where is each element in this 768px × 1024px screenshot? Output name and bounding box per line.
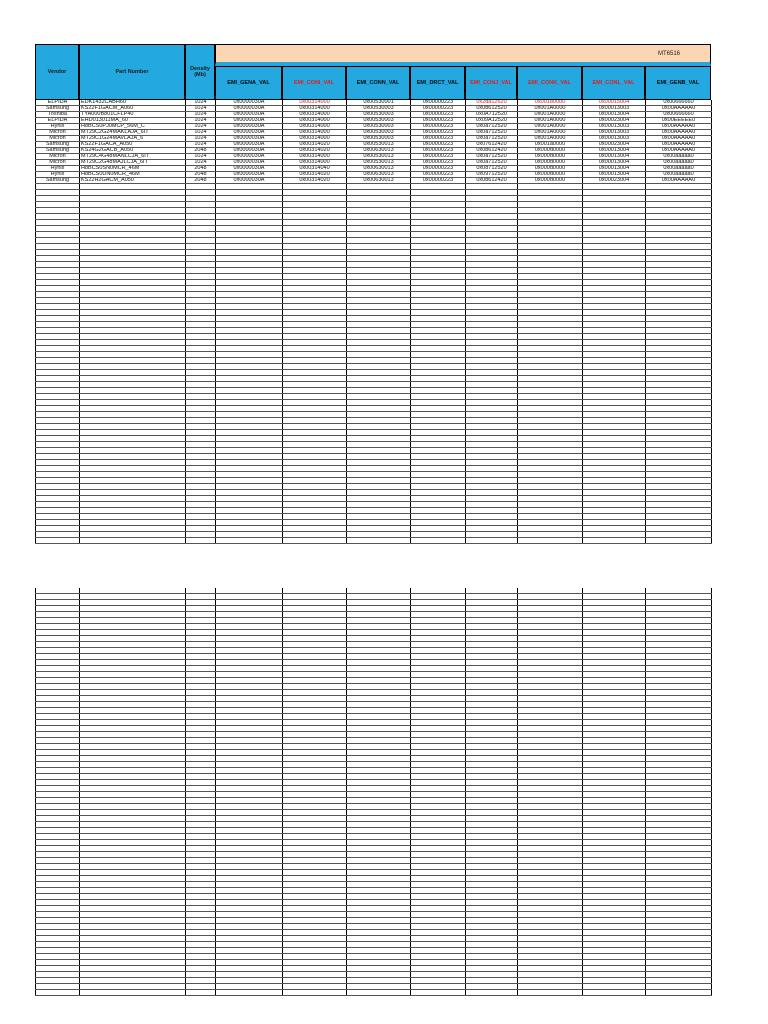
column-header-emi-coni-val bbox=[282, 66, 346, 100]
cell-part: MT29C1G24MAVLAJA_6 bbox=[80, 136, 186, 142]
column-header-label: EMI_GENA_VAL bbox=[227, 80, 270, 86]
vendor-column-header bbox=[35, 44, 79, 100]
cell-conj: 0x0a712520 bbox=[466, 154, 518, 160]
cell-conn: 0x00530003 bbox=[347, 130, 411, 136]
cell-gena: 0x0000030A bbox=[216, 118, 283, 124]
cell-conj: 0x0b612520 bbox=[466, 106, 518, 112]
part-number-header-label: Part Number bbox=[115, 69, 149, 75]
cell-gena: 0x0000030A bbox=[216, 160, 283, 166]
cell-conj: 0x09712520 bbox=[466, 172, 518, 178]
cell-gena: 0x0000030A bbox=[216, 100, 283, 106]
cell-density: 1024 bbox=[186, 106, 216, 112]
cell-drct: 0x00000223 bbox=[411, 106, 466, 112]
cell-vendor: Hynix bbox=[36, 124, 80, 130]
table-row bbox=[36, 136, 712, 142]
cell-conl: 0x00013004 bbox=[583, 148, 646, 154]
cell-conk: 0x001A0000 bbox=[518, 136, 583, 142]
cell-part: KS22F1GACA_A050 bbox=[80, 142, 186, 148]
cell-genb: 0x00aaaaa0 bbox=[646, 154, 712, 160]
empty-cell bbox=[80, 990, 186, 996]
empty-cell bbox=[36, 990, 80, 996]
cell-conl: 0x00023004 bbox=[583, 178, 646, 184]
empty-cell bbox=[583, 538, 646, 544]
cell-gena: 0x0000030A bbox=[216, 136, 283, 142]
empty-cell bbox=[518, 990, 583, 996]
cell-density: 1024 bbox=[186, 100, 216, 106]
cell-drct: 0x00000223 bbox=[411, 112, 466, 118]
cell-gena: 0x0000030A bbox=[216, 178, 283, 184]
cell-genb: 0x00aaaaa0 bbox=[646, 160, 712, 166]
column-header-label: EMI_DRCT_VAL bbox=[416, 80, 459, 86]
cell-part: H8BCS0SN0MCR_46M bbox=[80, 166, 186, 172]
cell-drct: 0x00000223 bbox=[411, 142, 466, 148]
cell-coni: 0x00314040 bbox=[283, 166, 347, 172]
cell-coni: 0x00314000 bbox=[283, 136, 347, 142]
empty-cell bbox=[411, 990, 466, 996]
cell-conl: 0x00013004 bbox=[583, 160, 646, 166]
cell-drct: 0x00000223 bbox=[411, 160, 466, 166]
cell-part: EHD013011MA_60 bbox=[80, 118, 186, 124]
density-header-label: Density (Mb) bbox=[190, 66, 210, 78]
cell-coni: 0x00314000 bbox=[283, 106, 347, 112]
cell-coni: 0x00314000 bbox=[283, 112, 347, 118]
cell-gena: 0x0000030A bbox=[216, 106, 283, 112]
cell-conl: 0x00013004 bbox=[583, 112, 646, 118]
cell-drct: 0x00000223 bbox=[411, 178, 466, 184]
empty-cell bbox=[36, 538, 80, 544]
cell-drct: 0x00000223 bbox=[411, 118, 466, 124]
cell-conn: 0x00530003 bbox=[347, 106, 411, 112]
cell-vendor: Micron bbox=[36, 130, 80, 136]
empty-cell bbox=[80, 538, 186, 544]
table-row bbox=[36, 172, 712, 178]
cell-gena: 0x0000030A bbox=[216, 148, 283, 154]
cell-conj: 0x0a712520 bbox=[466, 160, 518, 166]
cell-genb: 0x00666660 bbox=[646, 112, 712, 118]
cell-part: MT29C2G48MAJLCJA_6IT bbox=[80, 160, 186, 166]
table-row bbox=[36, 166, 712, 172]
cell-conl: 0x00013004 bbox=[583, 154, 646, 160]
cell-part: MT29C4G48MANLCJA_6IT bbox=[80, 154, 186, 160]
cell-genb: 0x00aaaaa0 bbox=[646, 166, 712, 172]
empty-cell bbox=[411, 538, 466, 544]
cell-density: 1024 bbox=[186, 160, 216, 166]
cell-part: KS22F1GACM_A060 bbox=[80, 106, 186, 112]
cell-coni: 0x00314000 bbox=[283, 118, 347, 124]
cell-drct: 0x00000223 bbox=[411, 124, 466, 130]
cell-conj: 0x0b612420 bbox=[466, 148, 518, 154]
cell-conj: 0x09A12520 bbox=[466, 118, 518, 124]
table-header bbox=[35, 44, 711, 100]
cell-gena: 0x0000030A bbox=[216, 142, 283, 148]
cell-part: KS22H2GACM_A050 bbox=[80, 178, 186, 184]
cell-density: 1024 bbox=[186, 124, 216, 130]
empty-cell bbox=[283, 990, 347, 996]
empty-cell bbox=[466, 990, 518, 996]
cell-conn: 0x00530003 bbox=[347, 118, 411, 124]
cell-conk: 0x001A0000 bbox=[518, 130, 583, 136]
cell-conn: 0x00530003 bbox=[347, 124, 411, 130]
cell-density: 2048 bbox=[186, 148, 216, 154]
cell-conl: 0x00013003 bbox=[583, 124, 646, 130]
column-header-emi-conl-val bbox=[582, 66, 645, 100]
empty-cell bbox=[186, 990, 216, 996]
cell-drct: 0x00000223 bbox=[411, 148, 466, 154]
cell-conk: 0x001A0000 bbox=[518, 106, 583, 112]
cell-conj: 0x08712520 bbox=[466, 166, 518, 172]
cell-drct: 0x00000223 bbox=[411, 130, 466, 136]
cell-density: 1024 bbox=[186, 118, 216, 124]
cell-part: H8BCS0UN0MCR_46M bbox=[80, 172, 186, 178]
cell-genb: 0x00AAAAA0 bbox=[646, 178, 712, 184]
empty-cell bbox=[347, 990, 411, 996]
cell-conk: 0x001A0000 bbox=[518, 118, 583, 124]
cell-conk: 0x001a0000 bbox=[518, 142, 583, 148]
cell-coni: 0x00314000 bbox=[283, 160, 347, 166]
cell-coni: 0x00314020 bbox=[283, 148, 347, 154]
cell-coni: 0x00314000 bbox=[283, 124, 347, 130]
cell-drct: 0x00000223 bbox=[411, 100, 466, 106]
empty-cell bbox=[347, 538, 411, 544]
cell-conl: 0x00013004 bbox=[583, 166, 646, 172]
cell-conj: 0x0A712520 bbox=[466, 112, 518, 118]
cell-drct: 0x00000223 bbox=[411, 154, 466, 160]
empty-cell bbox=[186, 538, 216, 544]
cell-conj: 0x0b612420 bbox=[466, 178, 518, 184]
cell-conn: 0x00630013 bbox=[347, 166, 411, 172]
cell-conk: 0x000d0000 bbox=[518, 148, 583, 154]
cell-part: EDK1432CABH60 bbox=[80, 100, 186, 106]
cell-density: 2048 bbox=[186, 178, 216, 184]
table-row bbox=[36, 124, 712, 130]
cell-vendor: ELPIDA bbox=[36, 100, 80, 106]
cell-genb: 0x00aaaaa0 bbox=[646, 172, 712, 178]
cell-part: H8BCS0PJ0MCP_56M_C bbox=[80, 124, 186, 130]
column-header-emi-conn-val bbox=[346, 66, 410, 100]
cell-part: KS24G2GACB_A050 bbox=[80, 148, 186, 154]
part-number-column-header bbox=[79, 44, 185, 100]
cell-vendor: Hynix bbox=[36, 172, 80, 178]
cell-conn: 0x00530013 bbox=[347, 160, 411, 166]
cell-genb: 0x00AAAAA0 bbox=[646, 130, 712, 136]
cell-conj: 0x0a712520 bbox=[466, 124, 518, 130]
vendor-header-label: Vendor bbox=[47, 69, 67, 75]
cell-genb: 0x00AAAAA0 bbox=[646, 136, 712, 142]
cell-gena: 0x0000030A bbox=[216, 112, 283, 118]
cell-vendor: Samsung bbox=[36, 142, 80, 148]
cell-gena: 0x0000030A bbox=[216, 130, 283, 136]
density-column-header bbox=[185, 44, 215, 100]
cell-coni: 0x00314000 bbox=[283, 100, 347, 106]
cell-part: MT29C2G24MAKLAJA_6IT bbox=[80, 130, 186, 136]
cell-vendor: Samsung bbox=[36, 106, 80, 112]
column-header-label: EMI_CONK_VAL bbox=[528, 80, 571, 86]
cell-conk: 0x001A0000 bbox=[518, 112, 583, 118]
empty-cell bbox=[646, 538, 712, 544]
empty-row bbox=[36, 538, 712, 544]
cell-density: 1024 bbox=[186, 130, 216, 136]
cell-gena: 0x0000030A bbox=[216, 172, 283, 178]
chip-band bbox=[215, 44, 711, 66]
cell-conn: 0x00530003 bbox=[347, 112, 411, 118]
cell-conl: 0x00015004 bbox=[583, 100, 646, 106]
cell-conl: 0x00023004 bbox=[583, 118, 646, 124]
cell-conj: 0x2da12620 bbox=[466, 100, 518, 106]
cell-conl: 0x00013003 bbox=[583, 130, 646, 136]
cell-conl: 0x00013003 bbox=[583, 106, 646, 112]
cell-genb: 0x00EEEEE0 bbox=[646, 118, 712, 124]
empty-cell bbox=[518, 538, 583, 544]
cell-conk: 0x001A0000 bbox=[518, 124, 583, 130]
cell-density: 2048 bbox=[186, 166, 216, 172]
cell-conj: 0x0a712520 bbox=[466, 136, 518, 142]
cell-coni: 0x00314020 bbox=[283, 178, 347, 184]
cell-conk: 0x000d0000 bbox=[518, 172, 583, 178]
cell-vendor: ELPIDA bbox=[36, 118, 80, 124]
table-row bbox=[36, 154, 712, 160]
cell-conn: 0x00630013 bbox=[347, 178, 411, 184]
cell-conn: 0x00530003 bbox=[347, 136, 411, 142]
cell-drct: 0x00000223 bbox=[411, 166, 466, 172]
column-header-emi-conk-val bbox=[517, 66, 582, 100]
cell-conn: 0x00530013 bbox=[347, 142, 411, 148]
register-table-continued bbox=[35, 588, 712, 996]
column-header-emi-gena-val bbox=[215, 66, 282, 100]
empty-cell bbox=[583, 990, 646, 996]
cell-conn: 0x00630013 bbox=[347, 172, 411, 178]
cell-density: 1024 bbox=[186, 142, 216, 148]
cell-vendor: Samsung bbox=[36, 148, 80, 154]
cell-conk: 0x000d0000 bbox=[518, 154, 583, 160]
cell-vendor: Hynix bbox=[36, 166, 80, 172]
table-row bbox=[36, 160, 712, 166]
cell-genb: 0x00AAAAA0 bbox=[646, 148, 712, 154]
column-header-label: EMI_CONI_VAL bbox=[293, 80, 335, 86]
cell-gena: 0x0000030A bbox=[216, 166, 283, 172]
cell-vendor: Toshiba bbox=[36, 112, 80, 118]
empty-cell bbox=[216, 990, 283, 996]
cell-conl: 0x00013004 bbox=[583, 172, 646, 178]
column-header-emi-genb-val bbox=[645, 66, 711, 100]
cell-gena: 0x0000030A bbox=[216, 124, 283, 130]
empty-row bbox=[36, 990, 712, 996]
cell-part: TYA000B801CFLP40 bbox=[80, 112, 186, 118]
cell-genb: 0x00AAAAA0 bbox=[646, 124, 712, 130]
register-table bbox=[35, 100, 712, 544]
table-row bbox=[36, 130, 712, 136]
cell-conk: 0x000d0000 bbox=[518, 178, 583, 184]
column-header-label: EMI_GENB_VAL bbox=[656, 80, 700, 86]
cell-conl: 0x00013003 bbox=[583, 136, 646, 142]
cell-conn: 0x00530013 bbox=[347, 154, 411, 160]
cell-conk: 0x000d0000 bbox=[518, 166, 583, 172]
cell-density: 1024 bbox=[186, 112, 216, 118]
cell-conk: 0x00180000 bbox=[518, 100, 583, 106]
cell-vendor: Samsung bbox=[36, 178, 80, 184]
column-header-label: EMI_CONN_VAL bbox=[356, 80, 400, 86]
cell-density: 1024 bbox=[186, 136, 216, 142]
cell-conn: 0x00530001 bbox=[347, 100, 411, 106]
empty-cell bbox=[216, 538, 283, 544]
cell-coni: 0x00314020 bbox=[283, 172, 347, 178]
empty-cell bbox=[646, 990, 712, 996]
cell-genb: 0x00AAAAA0 bbox=[646, 106, 712, 112]
cell-conn: 0x00630013 bbox=[347, 148, 411, 154]
cell-coni: 0x00314000 bbox=[283, 154, 347, 160]
cell-drct: 0x00000223 bbox=[411, 172, 466, 178]
cell-genb: 0x00AAAAA0 bbox=[646, 142, 712, 148]
column-header-emi-drct-val bbox=[410, 66, 465, 100]
cell-vendor: Micron bbox=[36, 160, 80, 166]
cell-vendor: Micron bbox=[36, 136, 80, 142]
empty-cell bbox=[283, 538, 347, 544]
empty-cell bbox=[466, 538, 518, 544]
cell-vendor: Micron bbox=[36, 154, 80, 160]
column-header-label: EMI_CONL_VAL bbox=[592, 80, 635, 86]
chip-label: MT6516 bbox=[657, 51, 680, 57]
cell-density: 1024 bbox=[186, 154, 216, 160]
cell-conl: 0x00023004 bbox=[583, 142, 646, 148]
cell-drct: 0x00000223 bbox=[411, 136, 466, 142]
cell-gena: 0x0000030A bbox=[216, 154, 283, 160]
cell-density: 2048 bbox=[186, 172, 216, 178]
cell-conj: 0x07612420 bbox=[466, 142, 518, 148]
cell-coni: 0x00314000 bbox=[283, 130, 347, 136]
cell-coni: 0x00314020 bbox=[283, 142, 347, 148]
cell-conj: 0x0a712520 bbox=[466, 130, 518, 136]
column-header-emi-conj-val bbox=[465, 66, 517, 100]
cell-genb: 0x00666660 bbox=[646, 100, 712, 106]
column-header-label: EMI_CONJ_VAL bbox=[470, 80, 512, 86]
cell-conk: 0x000d0000 bbox=[518, 160, 583, 166]
